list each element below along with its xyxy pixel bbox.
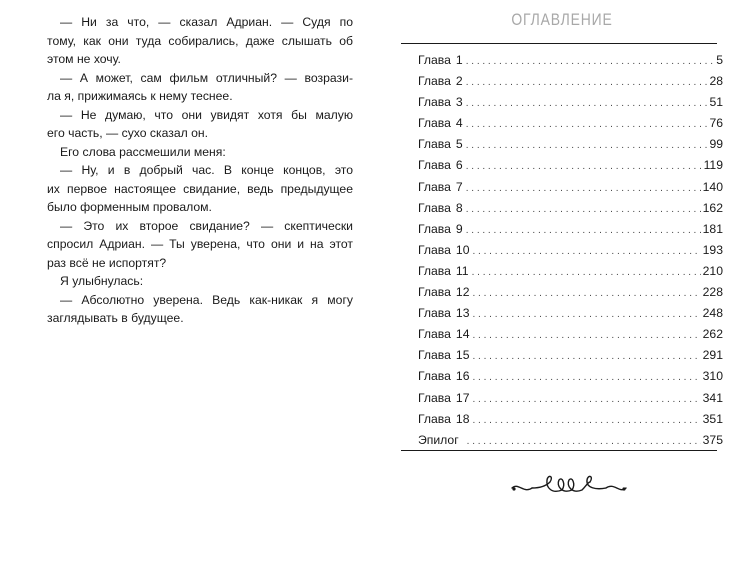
toc-entry-page: 119 — [703, 158, 723, 173]
toc-entry[interactable] — [418, 134, 723, 155]
toc-entry-page: 28 — [709, 74, 723, 89]
toc-entry-label: Глава 15 — [418, 348, 470, 363]
toc-leader-dots — [472, 241, 700, 262]
toc-entry-label: Глава 6 — [418, 158, 463, 173]
text-line: было форменным провалом. — [47, 200, 212, 214]
toc-entry-label: Глава 11 — [418, 263, 469, 278]
toc-leader-dots — [466, 72, 708, 93]
toc-leader-dots — [472, 325, 700, 346]
text-line: раз всё не испортят? — [47, 255, 167, 270]
text-line: его часть, — сухо сказал он. — [47, 126, 209, 140]
text-line: ла я, прижимаясь к нему теснее. — [47, 89, 233, 103]
toc-entry[interactable] — [418, 261, 723, 282]
text-line: — Не думаю, что они увидят хотя бы малую — [60, 107, 353, 122]
toc-entry[interactable] — [418, 282, 723, 303]
toc-entry-label: Глава 10 — [418, 242, 470, 257]
toc-entry[interactable] — [418, 71, 723, 92]
toc-entry-page: 51 — [709, 95, 723, 110]
toc-leader-dots — [472, 410, 700, 431]
left-page — [0, 0, 374, 572]
toc-entry[interactable] — [418, 366, 723, 387]
toc-entry-page: 99 — [709, 137, 723, 152]
toc-entry[interactable] — [418, 345, 723, 366]
toc-leader-dots — [466, 156, 702, 177]
toc-leader-dots — [466, 220, 701, 241]
toc-entry-label: Глава 8 — [418, 200, 463, 215]
toc-entry[interactable] — [418, 409, 723, 430]
text-line: — А может, сам фильм отличный? — возрази- — [60, 70, 353, 85]
toc-leader-dots — [466, 114, 708, 135]
toc-entry-label: Глава 5 — [418, 137, 463, 152]
toc-entry-page: 181 — [702, 221, 723, 236]
toc-title: ОГЛАВЛЕНИЕ — [511, 10, 613, 29]
toc-entry[interactable] — [418, 219, 723, 240]
text-line: их первое настоящее свидание, ведь предыдущее — [47, 181, 353, 196]
text-line: спросил Адриан. — Ты уверена, что они и на этот — [47, 237, 353, 251]
toc-entry-label: Глава 7 — [418, 179, 463, 194]
text-line: Я улыбнулась: — [60, 274, 144, 288]
toc-entry-label: Глава 9 — [418, 221, 463, 236]
toc-entry-page: 291 — [702, 348, 723, 363]
text-line: — Абсолютно уверена. Ведь как-никак я могу — [60, 292, 353, 307]
text-line: тому, как они туда собирались, даже слышать об — [47, 33, 353, 48]
toc-entry-page: 210 — [702, 263, 723, 278]
toc-bottom-divider — [401, 450, 717, 451]
toc-entry-page: 140 — [702, 179, 723, 194]
toc-entry[interactable] — [418, 113, 723, 134]
toc-entry[interactable] — [418, 177, 723, 198]
toc-entry-page: 228 — [702, 285, 723, 300]
toc-leader-dots — [472, 389, 700, 410]
toc-entry-page: 351 — [702, 411, 723, 426]
toc-entry-label: Глава 16 — [418, 369, 470, 384]
toc-top-divider — [401, 43, 717, 44]
toc-entry[interactable] — [418, 155, 723, 176]
text-line: — Ну, и в добрый час. В конце концов, это — [60, 163, 353, 177]
toc-entry-label: Глава 1 — [418, 53, 463, 67]
toc-entry-label: Глава 14 — [418, 327, 470, 342]
toc-leader-dots — [466, 51, 715, 72]
toc-entry[interactable] — [418, 303, 723, 324]
toc-entry-label: Эпилог — [418, 432, 459, 447]
text-line: — Ни за что, — сказал Адриан. — Судя по — [60, 15, 353, 29]
toc-leader-dots — [467, 431, 701, 452]
toc-leader-dots — [466, 199, 701, 220]
toc-leader-dots — [466, 178, 701, 199]
text-line: этом не хочу. — [47, 52, 121, 66]
text-line: заглядывать в будущее. — [47, 311, 184, 325]
toc-entry-label: Глава 3 — [418, 95, 463, 110]
text-line: Его слова рассмешили меня: — [60, 144, 226, 159]
toc-entry-label: Глава 18 — [418, 411, 470, 426]
toc-leader-dots — [472, 367, 700, 388]
toc-entry[interactable] — [418, 92, 723, 113]
toc-entry-page: 5 — [716, 53, 723, 67]
toc-leader-dots — [472, 262, 701, 283]
flourish-ornament-icon — [510, 468, 628, 502]
toc-entry-page: 310 — [702, 369, 723, 384]
toc-leader-dots — [466, 93, 708, 114]
toc-entry-label: Глава 17 — [418, 390, 470, 405]
toc-entry-page: 76 — [709, 116, 723, 131]
toc-entry[interactable] — [418, 430, 723, 451]
toc-entry-page: 193 — [702, 242, 723, 257]
toc-entry-label: Глава 2 — [418, 74, 463, 89]
toc-leader-dots — [472, 283, 700, 304]
toc-entry-page: 341 — [702, 390, 723, 405]
toc-entry[interactable] — [418, 388, 723, 409]
toc-entry[interactable] — [418, 240, 723, 261]
toc-leader-dots — [472, 346, 700, 367]
toc-entry[interactable] — [418, 50, 723, 71]
toc-entry[interactable] — [418, 198, 723, 219]
toc-entry-page: 262 — [702, 327, 723, 342]
toc-entry-label: Глава 12 — [418, 285, 470, 300]
story-text — [47, 13, 353, 328]
toc-entry-page: 248 — [702, 306, 723, 321]
text-line: — Это их второе свидание? — скептически — [60, 218, 353, 233]
toc-leader-dots — [472, 304, 700, 325]
toc-entry[interactable] — [418, 324, 723, 345]
toc-entry-page: 162 — [702, 200, 723, 215]
toc-entry-page: 375 — [702, 432, 723, 447]
toc-entry-label: Глава 13 — [418, 306, 470, 321]
toc-leader-dots — [466, 135, 708, 156]
toc-list — [418, 50, 723, 451]
toc-entry-label: Глава 4 — [418, 116, 463, 131]
right-page — [375, 0, 749, 572]
